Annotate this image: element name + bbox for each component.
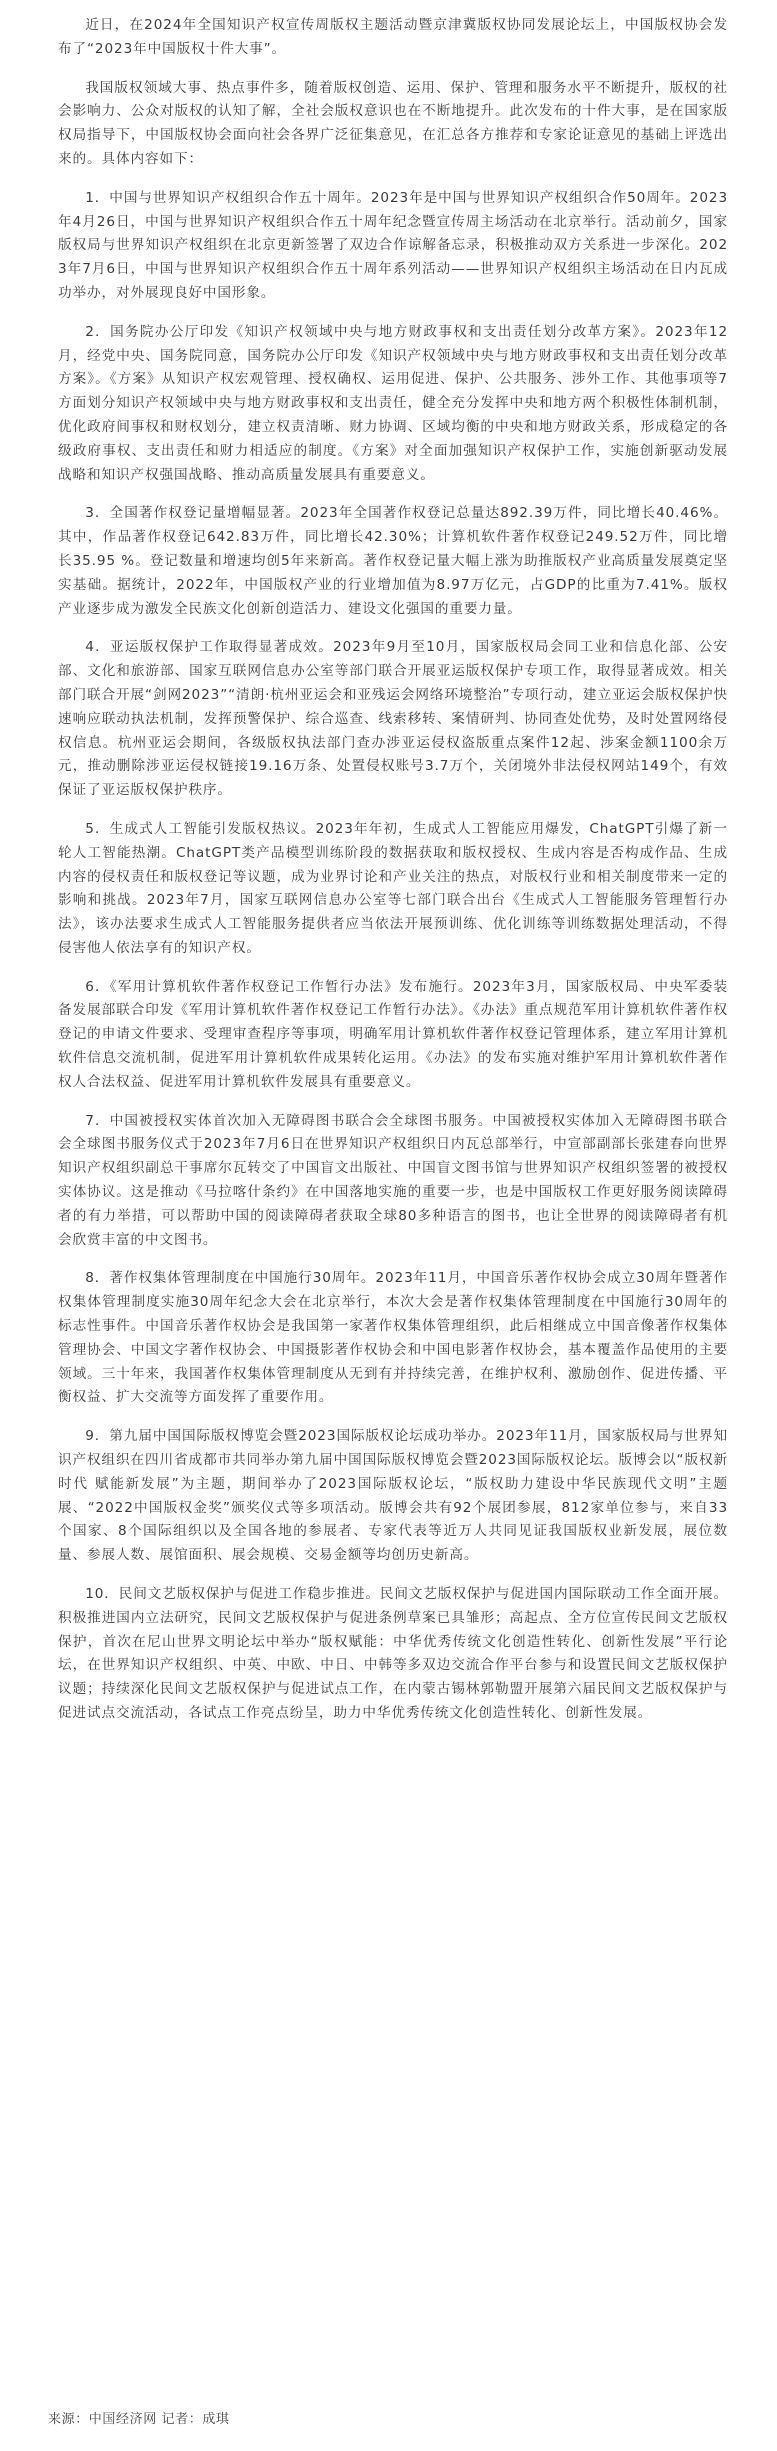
source-credit: 来源：中国经济网 记者：成琪 xyxy=(48,2412,230,2427)
event-paragraph-9: 9．第九届中国国际版权博览会暨2023国际版权论坛成功举办。2023年11月，国家版权局与世界知识产权组织在四川省成都市共同举办第九届中国国际版权博览会暨2023国际版权论坛。版博会以“版权新时代 赋能新发展”为主题，期间举办了2023国际版权论坛，“版权助力建设中华民族现代文明”主题展、“2022中国版权金奖”颁奖仪式等多项活动。版博会共有92个展团参展，812家单位参与，来自33个国家、8个国际组织以及全国各地的参展者、专家代表等近万人共同见证我国版权业新发展，展位数量、参展人数、展馆面积、展会规模、交易金额等均创历史新高。 xyxy=(58,1428,728,1564)
event-paragraph-3: 3．全国著作权登记量增幅显著。2023年全国著作权登记总量达892.39万件，同比增长40.46%。其中，作品著作权登记642.83万件，同比增长42.30%；计算机软件著作权登记249.52万件，同比增长35.95 %。登记数量和增速均创5年来新高。著作权登记量大幅上涨为助推版权产业高质量发展奠定坚实基础。据统计，2022年，中国版权产业的行业增加值为8.97万亿元，占GDP的比重为7.41%。版权产业逐步成为激发全民族文化创新创造活力、建设文化强国的重要力量。 xyxy=(58,505,728,617)
event-paragraph-1: 1．中国与世界知识产权组织合作五十周年。2023年是中国与世界知识产权组织合作50周年。2023年4月26日，中国与世界知识产权组织合作五十周年纪念暨宣传周主场活动在北京举行。活动前夕，国家版权局与世界知识产权组织在北京更新签署了双边合作谅解备忘录，积极推动双方关系进一步深化。2023年7月6日，中国与世界知识产权组织合作五十周年系列活动——世界知识产权组织主场活动在日内瓦成功举办，对外展现良好中国形象。 xyxy=(58,189,728,301)
event-paragraph-7: 7．中国被授权实体首次加入无障碍图书联合会全球图书服务。中国被授权实体加入无障碍图书联合会全球图书服务仪式于2023年7月6日在世界知识产权组织日内瓦总部举行，中宣部副部长张建春向世界知识产权组织副总干事席尔瓦转交了中国盲文出版社、中国盲文图书馆与世界知识产权组织签署的被授权实体协议。这是推动《马拉喀什条约》在中国落地实施的重要一步，也是中国版权工作更好服务阅读障碍者的有力举措，可以帮助中国的阅读障碍者获取全球80多种语言的图书，也让全世界的阅读障碍者有机会欣赏丰富的中文图书。 xyxy=(58,1112,728,1248)
event-paragraph-4: 4．亚运版权保护工作取得显著成效。2023年9月至10月，国家版权局会同工业和信息化部、公安部、文化和旅游部、国家互联网信息办公室等部门联合开展亚运版权保护专项工作，取得显著成效。相关部门联合开展“剑网2023”“清朗·杭州亚运会和亚残运会网络环境整治”专项行动，建立亚运会版权保护快速响应联动执法机制，发挥预警保护、综合巡查、线索移转、案情研判、协同查处优势，及时处置网络侵权信息。杭州亚运会期间，各级版权执法部门查办涉亚运侵权盗版重点案件12起、涉案金额1100余万元，推动删除涉亚运侵权链接19.16万条、处置侵权账号3.7万个，关闭境外非法侵权网站149个，有效保证了亚运版权保护秩序。 xyxy=(58,639,728,799)
event-paragraph-10: 10．民间文艺版权保护与促进工作稳步推进。民间文艺版权保护与促进国内国际联动工作全面开展。积极推进国内立法研究，民间文艺版权保护与促进条例草案已具雏形；高起点、全方位宣传民间文艺版权保护，首次在尼山世界文明论坛中举办“版权赋能：中华优秀传统文化创造性转化、创新性发展”平行论坛，在世界知识产权组织、中英、中欧、中日、中韩等多双边交流合作平台参与和设置民间文艺版权保护议题；持续深化民间文艺版权保护与促进试点工作，在内蒙古锡林郭勒盟开展第六届民间文艺版权保护与促进试点交流活动，各试点工作亮点纷呈，助力中华优秀传统文化创造性转化、创新性发展。 xyxy=(58,1586,728,1721)
article-body xyxy=(58,14,728,1741)
event-paragraph-6: 6．《军用计算机软件著作权登记工作暂行办法》发布施行。2023年3月，国家版权局、中央军委装备发展部联合印发《军用计算机软件著作权登记工作暂行办法》。《办法》重点规范军用计算机软件著作权登记的申请文件要求、受理审查程序等事项，明确军用计算机软件著作权登记管理体系，建立军用计算机软件信息交流机制，促进军用计算机软件成果转化运用。《办法》的发布实施对维护军用计算机软件著作权人合法权益、促进军用计算机软件发展具有重要意义。 xyxy=(58,978,728,1090)
event-paragraph-8: 8．著作权集体管理制度在中国施行30周年。2023年11月，中国音乐著作权协会成立30周年暨著作权集体管理制度实施30周年纪念大会在北京举行，本次大会是著作权集体管理制度在中国施行30周年的标志性事件。中国音乐著作权协会是我国第一家著作权集体管理组织，此后相继成立中国音像著作权集体管理协会、中国文字著作权协会、中国摄影著作权协会和中国电影著作权协会，基本覆盖作品使用的主要领域。三十年来，我国著作权集体管理制度从无到有并持续完善，在维护权利、激励创作、促进传播、平衡权益、扩大交流等方面发挥了重要作用。 xyxy=(58,1270,728,1406)
event-paragraph-2: 2．国务院办公厅印发《知识产权领域中央与地方财政事权和支出责任划分改革方案》。2023年12月，经党中央、国务院同意，国务院办公厅印发《知识产权领域中央与地方财政事权和支出责任划分改革方案》。《方案》从知识产权宏观管理、授权确权、运用促进、保护、公共服务、涉外工作、其他事项等7方面划分知识产权领域中央与地方财政事权和支出责任，健全充分发挥中央和地方两个积极性体制机制，优化政府间事权和财权划分，建立权责清晰、财力协调、区域均衡的中央和地方财政关系，形成稳定的各级政府事权、支出责任和财力相适应的制度。《方案》对全面加强知识产权保护工作，实施创新驱动发展战略和知识产权强国战略、推动高质量发展具有重要意义。 xyxy=(58,323,728,483)
event-paragraph-5: 5．生成式人工智能引发版权热议。2023年年初，生成式人工智能应用爆发，ChatGPT引爆了新一轮人工智能热潮。ChatGPT类产品模型训练阶段的数据获取和版权授权、生成内容是否构成作品、生成内容的侵权责任和版权登记等议题，成为业界讨论和产业关注的热点，对版权行业和相关制度带来一定的影响和挑战。2023年7月，国家互联网信息办公室等七部门联合出台《生成式人工智能服务管理暂行办法》，该办法要求生成式人工智能服务提供者应当依法开展预训练、优化训练等训练数据处理活动，不得侵害他人依法享有的知识产权。 xyxy=(58,820,728,956)
background-paragraph: 我国版权领域大事、热点事件多，随着版权创造、运用、保护、管理和服务水平不断提升，版权的社会影响力、公众对版权的认知了解，全社会版权意识也在不断地提升。此次发布的十件大事，是在国家版权局指导下，中国版权协会面向社会各界广泛征集意见，在汇总各方推荐和专家论证意见的基础上评选出来的。具体内容如下： xyxy=(58,79,728,167)
intro-paragraph: 近日，在2024年全国知识产权宣传周版权主题活动暨京津冀版权协同发展论坛上，中国版权协会发布了“2023年中国版权十件大事”。 xyxy=(58,17,728,57)
